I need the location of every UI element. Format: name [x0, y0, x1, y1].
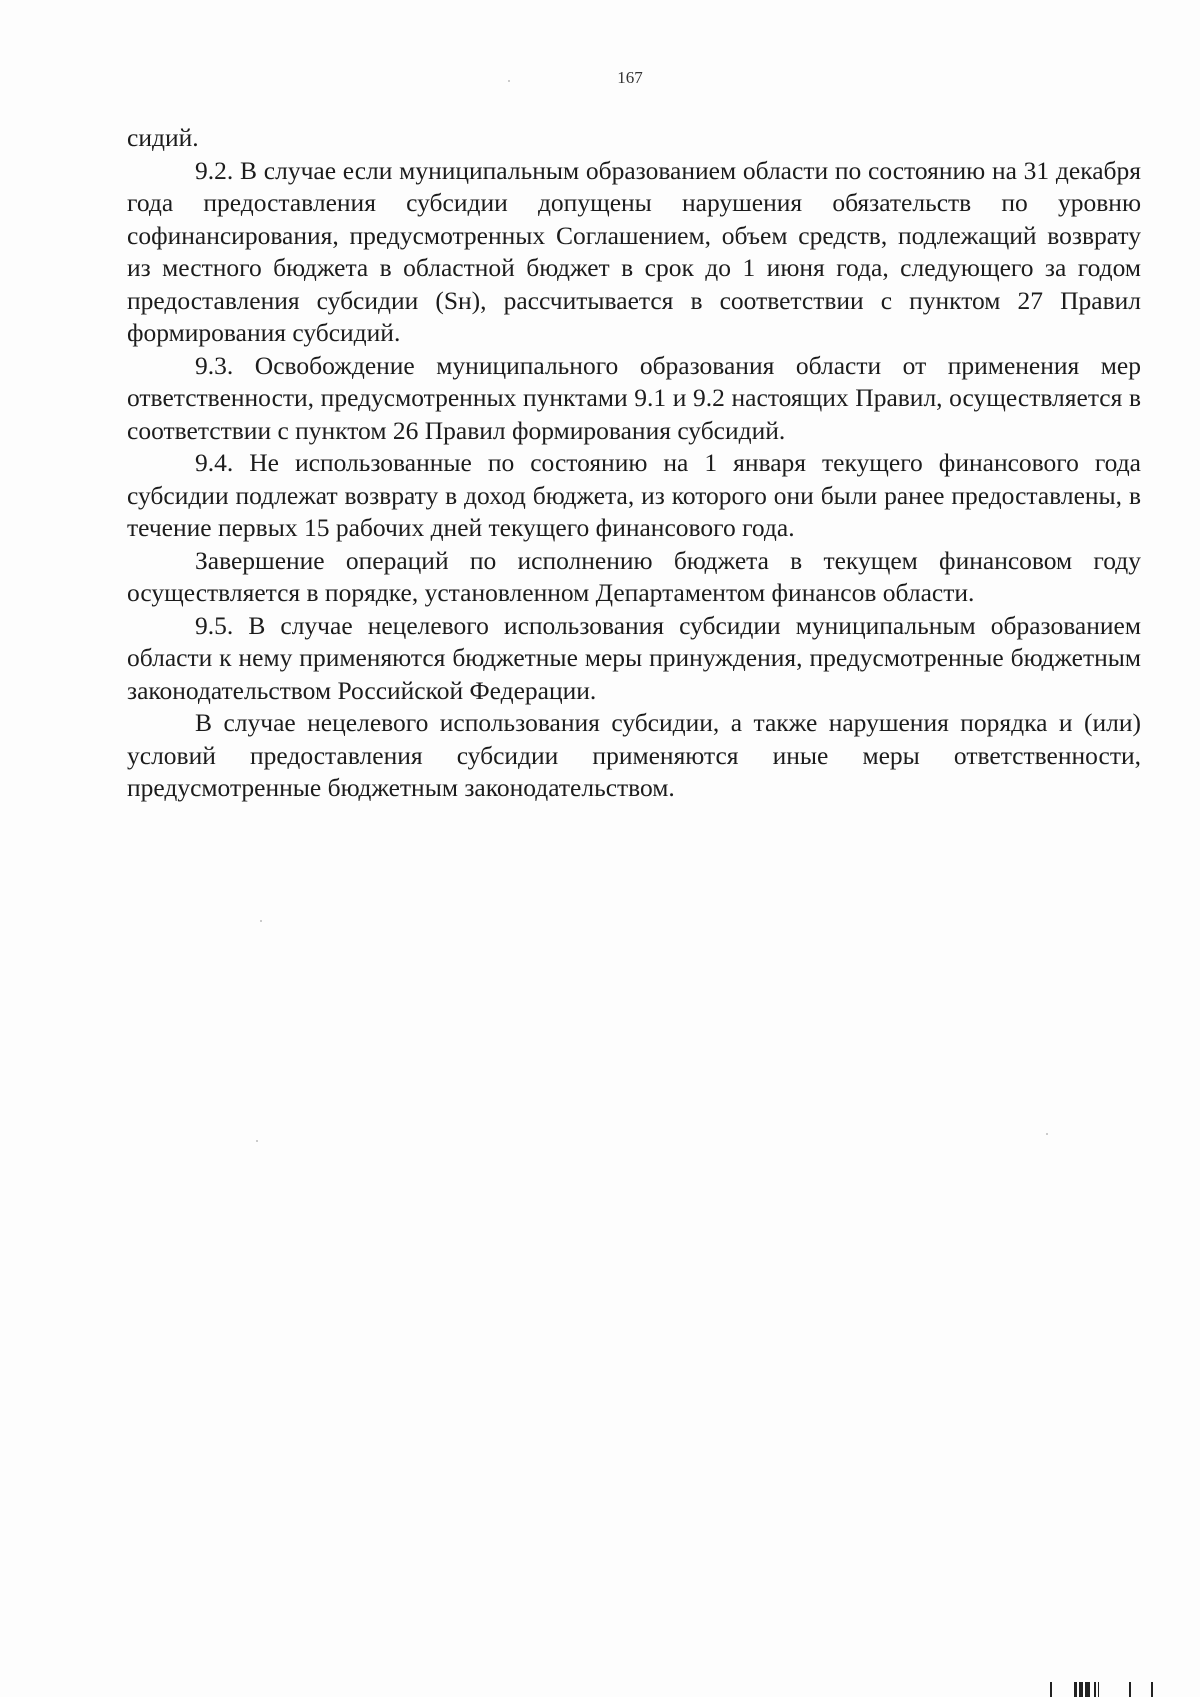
paragraph-9-3: 9.3. Освобождение муниципального образования области от применения мер ответственности, предусмотренных пунктами 9.1 и 9.2 настоящих Правил, осуществляется в соответствии с пунктом 26 Правил формирования субсидий. — [127, 350, 1141, 445]
paragraph-9-2: 9.2. В случае если муниципальным образованием области по состоянию на 31 декабря года предоставления субсидии допущены нарушения обязательств по уровню софинансирования, предусмотренных Соглашением, объем средств, подлежащий возврату из местного бюджета в областной бюджет в срок до 1 июня года, следующего за годом предоставления субсидии (Sн), рассчитывается в соответствии с пунктом 27 Правил формирования субсидий. — [127, 155, 1141, 347]
scan-speck — [260, 920, 262, 922]
paragraph-continuation: сидий. — [127, 123, 199, 152]
scan-speck — [508, 80, 510, 82]
scan-speck — [1046, 1133, 1048, 1135]
paragraph-budget-completion: Завершение операций по исполнению бюджета в текущем финансовом году осуществляется в порядке, установленном Департаментом финансов области. — [127, 545, 1141, 607]
paragraph-9-4: 9.4. Не использованные по состоянию на 1 января текущего финансового года субсидии подлежат возврату в доход бюджета, из которого они были ранее предоставлены, в течение первых 15 рабочих дней текущего финансового года. — [127, 448, 1141, 542]
paragraph-liability: В случае нецелевого использования субсидии, а также нарушения порядка и (или) условий предоставления субсидии применяются иные меры ответственности, предусмотренные бюджетным законодательством. — [127, 708, 1141, 802]
paragraph-9-5: 9.5. В случае нецелевого использования субсидии муниципальным образованием области к нему применяются бюджетные меры принуждения, предусмотренные бюджетным законодательством Российской Федерации. — [127, 610, 1141, 705]
document-body — [127, 122, 1141, 805]
scan-speck — [256, 1140, 258, 1142]
barcode-mark — [1050, 1682, 1153, 1697]
page-number: 167 — [617, 68, 643, 87]
